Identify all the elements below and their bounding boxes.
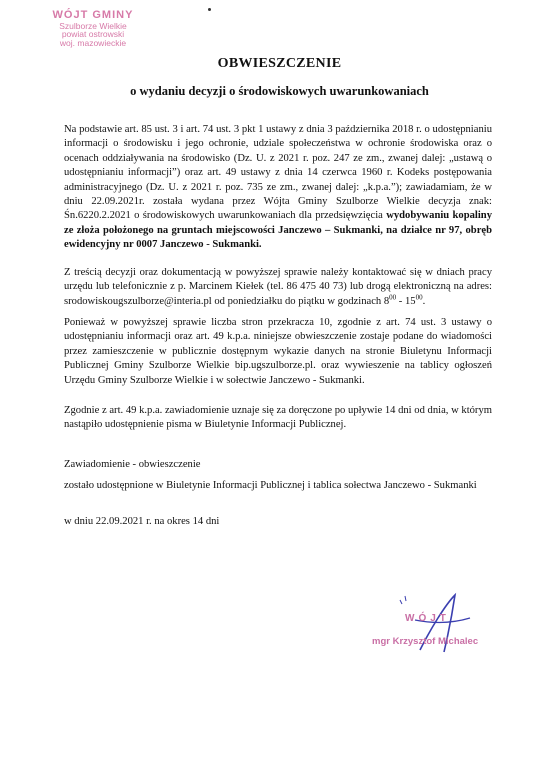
paragraph-1-text: Na podstawie art. 85 ust. 3 i art. 74 ust. 3 pkt 1 ustawy z dnia 3 października 2018 r. o udostępnianiu informacji o środowisku i jego ochronie, udziale społeczeństwa w ochronie środowiska oraz o ocenach oddziaływania na środowisko (Dz. U. z 2021 r. poz. 247 ze zm., zwanej dalej: „ustawą o udostępnianiu informacji”) oraz art. 49 ustawy z dnia 14 czerwca 1960 r. Kodeks postępowania administracyjnego (Dz. U. z 2021 r. poz. 735 ze zm., zwanej dalej: „k.p.a.”); zawiadamiam, że w dniu 22.09.2021r. została wydana przez Wójta Gminy Szulborze Wielkie decyzja znak: Śn.6220.2.2021 o środowiskowych uwarunkowaniach dla przedsięwzięcia xyxy=(64,124,492,222)
paragraph-6-text: zostało udostępnione w Biuletynie Informacji Publicznej i tablica sołectwa Janczewo - Sukmanki xyxy=(64,480,477,491)
paragraph-4-text: Zgodnie z art. 49 k.p.a. zawiadomienie uznaje się za doręczone po upływie 14 dni od dnia, w którym nastąpiło udostępnienie pisma w Biuletynie Informacji Publicznej. xyxy=(64,405,492,431)
hours-separator: - 15 xyxy=(396,295,416,307)
paragraph-3-text: Ponieważ w powyższej sprawie liczba stron przekracza 10, zgodnie z art. 74 ust. 3 ustawy o udostępnianiu informacji oraz art. 49 k.p.a. niniejsze obwieszczenie zostaje podane do wiadomości przez zamieszczenie w publicznie dostępnym wykazie danych na stronie Biuletynu Informacji Publicznej Gminy Szulborze Wielkie bip.ugszulborze.pl. oraz wywieszenie na tablicy ogłoszeń Urzędu Gminy Szulborze Wielkie i w sołectwie Janczewo - Sukmanki. xyxy=(64,317,492,386)
stamp-line-1: WÓJT GMINY xyxy=(52,9,134,21)
paragraph-2-text: Z treścią decyzji oraz dokumentacją w powyższej sprawie należy kontaktować się w dniach pracy urzędu lub telefonicznie z p. Marcinem Kiełek (tel. 86 475 40 73) lub drogą elektroniczną na adres: srodowiskougszulborze@interia.pl od poniedziałku do piątku w godzinach 8 xyxy=(64,267,492,307)
paragraph-contact xyxy=(64,266,492,309)
notice-heading xyxy=(64,458,492,472)
document-subtitle: o wydaniu decyzji o środowiskowych uwarunkowaniach xyxy=(130,84,429,98)
handwritten-signature xyxy=(360,590,510,660)
paragraph-legal-basis xyxy=(64,123,492,253)
paragraph-7-text: w dniu 22.09.2021 r. na okres 14 dni xyxy=(64,516,220,527)
stamp-line-4: woj. mazowieckie xyxy=(59,38,127,49)
signature-name: mgr Krzysztof Michalec xyxy=(372,636,479,647)
paragraph-date xyxy=(64,515,492,529)
paragraph-publication xyxy=(64,316,492,388)
stamp-line-3: powiat ostrowski xyxy=(61,29,125,40)
hours-start-sup: 00 xyxy=(389,293,397,302)
paragraph-2-end: . xyxy=(422,295,426,307)
office-stamp xyxy=(38,10,148,48)
stamp-line-2: Szulborze Wielkie xyxy=(59,20,127,31)
signature-title: WÓJT xyxy=(405,613,450,624)
paragraph-delivery xyxy=(64,404,492,433)
paragraph-shared xyxy=(64,479,492,493)
document-title: OBWIESZCZENIE xyxy=(217,56,342,71)
paragraph-1-bold: wydobywaniu kopaliny ze złoża położonego na gruntach miejscowości Janczewo – Sukmanki, na działce nr 97, obręb ewidencyjny nr 0007 Janczewo - Sukmanki. xyxy=(64,210,492,251)
hours-end-sup: 00 xyxy=(415,293,423,302)
paragraph-5-text: Zawiadomienie - obwieszczenie xyxy=(64,459,201,470)
scan-speck xyxy=(208,8,211,11)
